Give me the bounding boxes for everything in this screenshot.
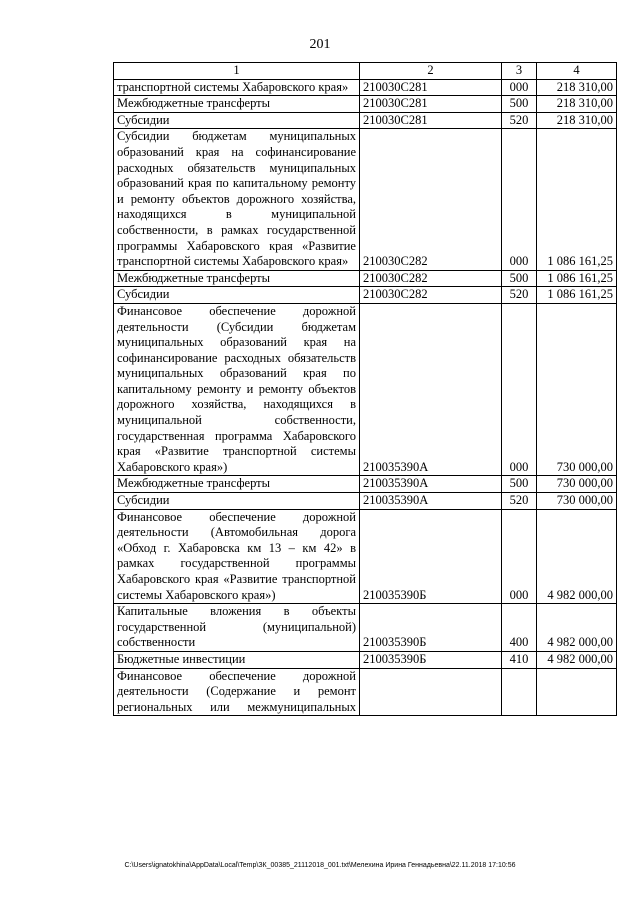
row-name: Субсидии <box>114 287 360 304</box>
row-amount: 4 982 000,00 <box>537 604 617 652</box>
row-expense-type: 520 <box>502 112 537 129</box>
row-name: транспортной системы Хабаровского края» <box>114 79 360 96</box>
row-amount: 4 982 000,00 <box>537 509 617 604</box>
row-name: Субсидии бюджетам муниципальных образований края на софинансирование расходных обязательств муниципальных образований края по капитальному ремонту и ремонту объектов дорожного хозяйства, находящихся в муниципальной собственности, в рамках государственной программы Хабаровского края «Развитие транспортной системы Хабаровского края» <box>114 129 360 270</box>
row-amount: 218 310,00 <box>537 112 617 129</box>
row-expense-type <box>502 668 537 716</box>
row-expense-type: 500 <box>502 476 537 493</box>
row-amount: 1 086 161,25 <box>537 270 617 287</box>
row-amount: 730 000,00 <box>537 493 617 510</box>
budget-table <box>113 62 617 716</box>
row-name: Межбюджетные трансферты <box>114 476 360 493</box>
row-amount: 730 000,00 <box>537 303 617 476</box>
row-amount: 4 982 000,00 <box>537 651 617 668</box>
row-expense-type: 500 <box>502 96 537 113</box>
row-expense-type: 000 <box>502 303 537 476</box>
row-name: Финансовое обеспечение дорожной деятельности (Автомобильная дорога «Обход г. Хабаровска км 13 – км 42» в рамках государственной программы Хабаровского края «Развитие транспортной системы Хабаровского края») <box>114 509 360 604</box>
table-row <box>114 509 617 604</box>
row-expense-type: 520 <box>502 287 537 304</box>
row-expense-type: 410 <box>502 651 537 668</box>
header-column-3: 3 <box>502 63 537 80</box>
row-target-code: 210035390А <box>360 493 502 510</box>
row-target-code: 210035390Б <box>360 604 502 652</box>
row-name: Субсидии <box>114 112 360 129</box>
row-target-code <box>360 668 502 716</box>
row-name: Бюджетные инвестиции <box>114 651 360 668</box>
table-header-row <box>114 63 617 80</box>
row-target-code: 210030С282 <box>360 270 502 287</box>
row-name: Капитальные вложения в объекты государственной (муниципальной) собственности <box>114 604 360 652</box>
row-expense-type: 500 <box>502 270 537 287</box>
row-expense-type: 000 <box>502 79 537 96</box>
row-target-code: 210030С281 <box>360 79 502 96</box>
row-expense-type: 520 <box>502 493 537 510</box>
row-target-code: 210030С282 <box>360 287 502 304</box>
table-row <box>114 96 617 113</box>
row-name: Межбюджетные трансферты <box>114 96 360 113</box>
table-row <box>114 493 617 510</box>
page-number: 201 <box>309 37 331 52</box>
row-amount: 218 310,00 <box>537 79 617 96</box>
row-name: Финансовое обеспечение дорожной деятельности (Субсидии бюджетам муниципальных образований края на софинансирование расходных обязательств муниципальных образований края по капитальному ремонту и ремонту объектов дорожного хозяйства, находящихся в муниципальной собственности, государственная программа Хабаровского края «Развитие транспортной системы Хабаровского края») <box>114 303 360 476</box>
row-target-code: 210030С282 <box>360 129 502 270</box>
row-expense-type: 400 <box>502 604 537 652</box>
row-target-code: 210035390А <box>360 303 502 476</box>
file-path-footer: C:\Users\ignatokhina\AppData\Local\Temp\ЗК_00385_21112018_001.txt\Мелехина Ирина Геннадьевна\22.11.2018 17:10:56 <box>124 862 516 869</box>
row-amount: 218 310,00 <box>537 96 617 113</box>
table-row <box>114 79 617 96</box>
table-row <box>114 604 617 652</box>
row-amount: 1 086 161,25 <box>537 129 617 270</box>
row-target-code: 210030С281 <box>360 112 502 129</box>
row-target-code: 210030С281 <box>360 96 502 113</box>
header-column-2: 2 <box>360 63 502 80</box>
table-row <box>114 476 617 493</box>
row-name: Финансовое обеспечение дорожной деятельности (Содержание и ремонт региональных или межмуниципальных <box>114 668 360 716</box>
header-column-1: 1 <box>114 63 360 80</box>
table-row <box>114 303 617 476</box>
table-row <box>114 668 617 716</box>
table-row <box>114 270 617 287</box>
row-target-code: 210035390А <box>360 476 502 493</box>
table-row <box>114 287 617 304</box>
row-name: Межбюджетные трансферты <box>114 270 360 287</box>
row-amount <box>537 668 617 716</box>
row-amount: 730 000,00 <box>537 476 617 493</box>
row-expense-type: 000 <box>502 509 537 604</box>
row-target-code: 210035390Б <box>360 651 502 668</box>
row-amount: 1 086 161,25 <box>537 287 617 304</box>
row-target-code: 210035390Б <box>360 509 502 604</box>
table-row <box>114 129 617 270</box>
table-row <box>114 112 617 129</box>
row-name: Субсидии <box>114 493 360 510</box>
table-row <box>114 651 617 668</box>
row-expense-type: 000 <box>502 129 537 270</box>
header-column-4: 4 <box>537 63 617 80</box>
